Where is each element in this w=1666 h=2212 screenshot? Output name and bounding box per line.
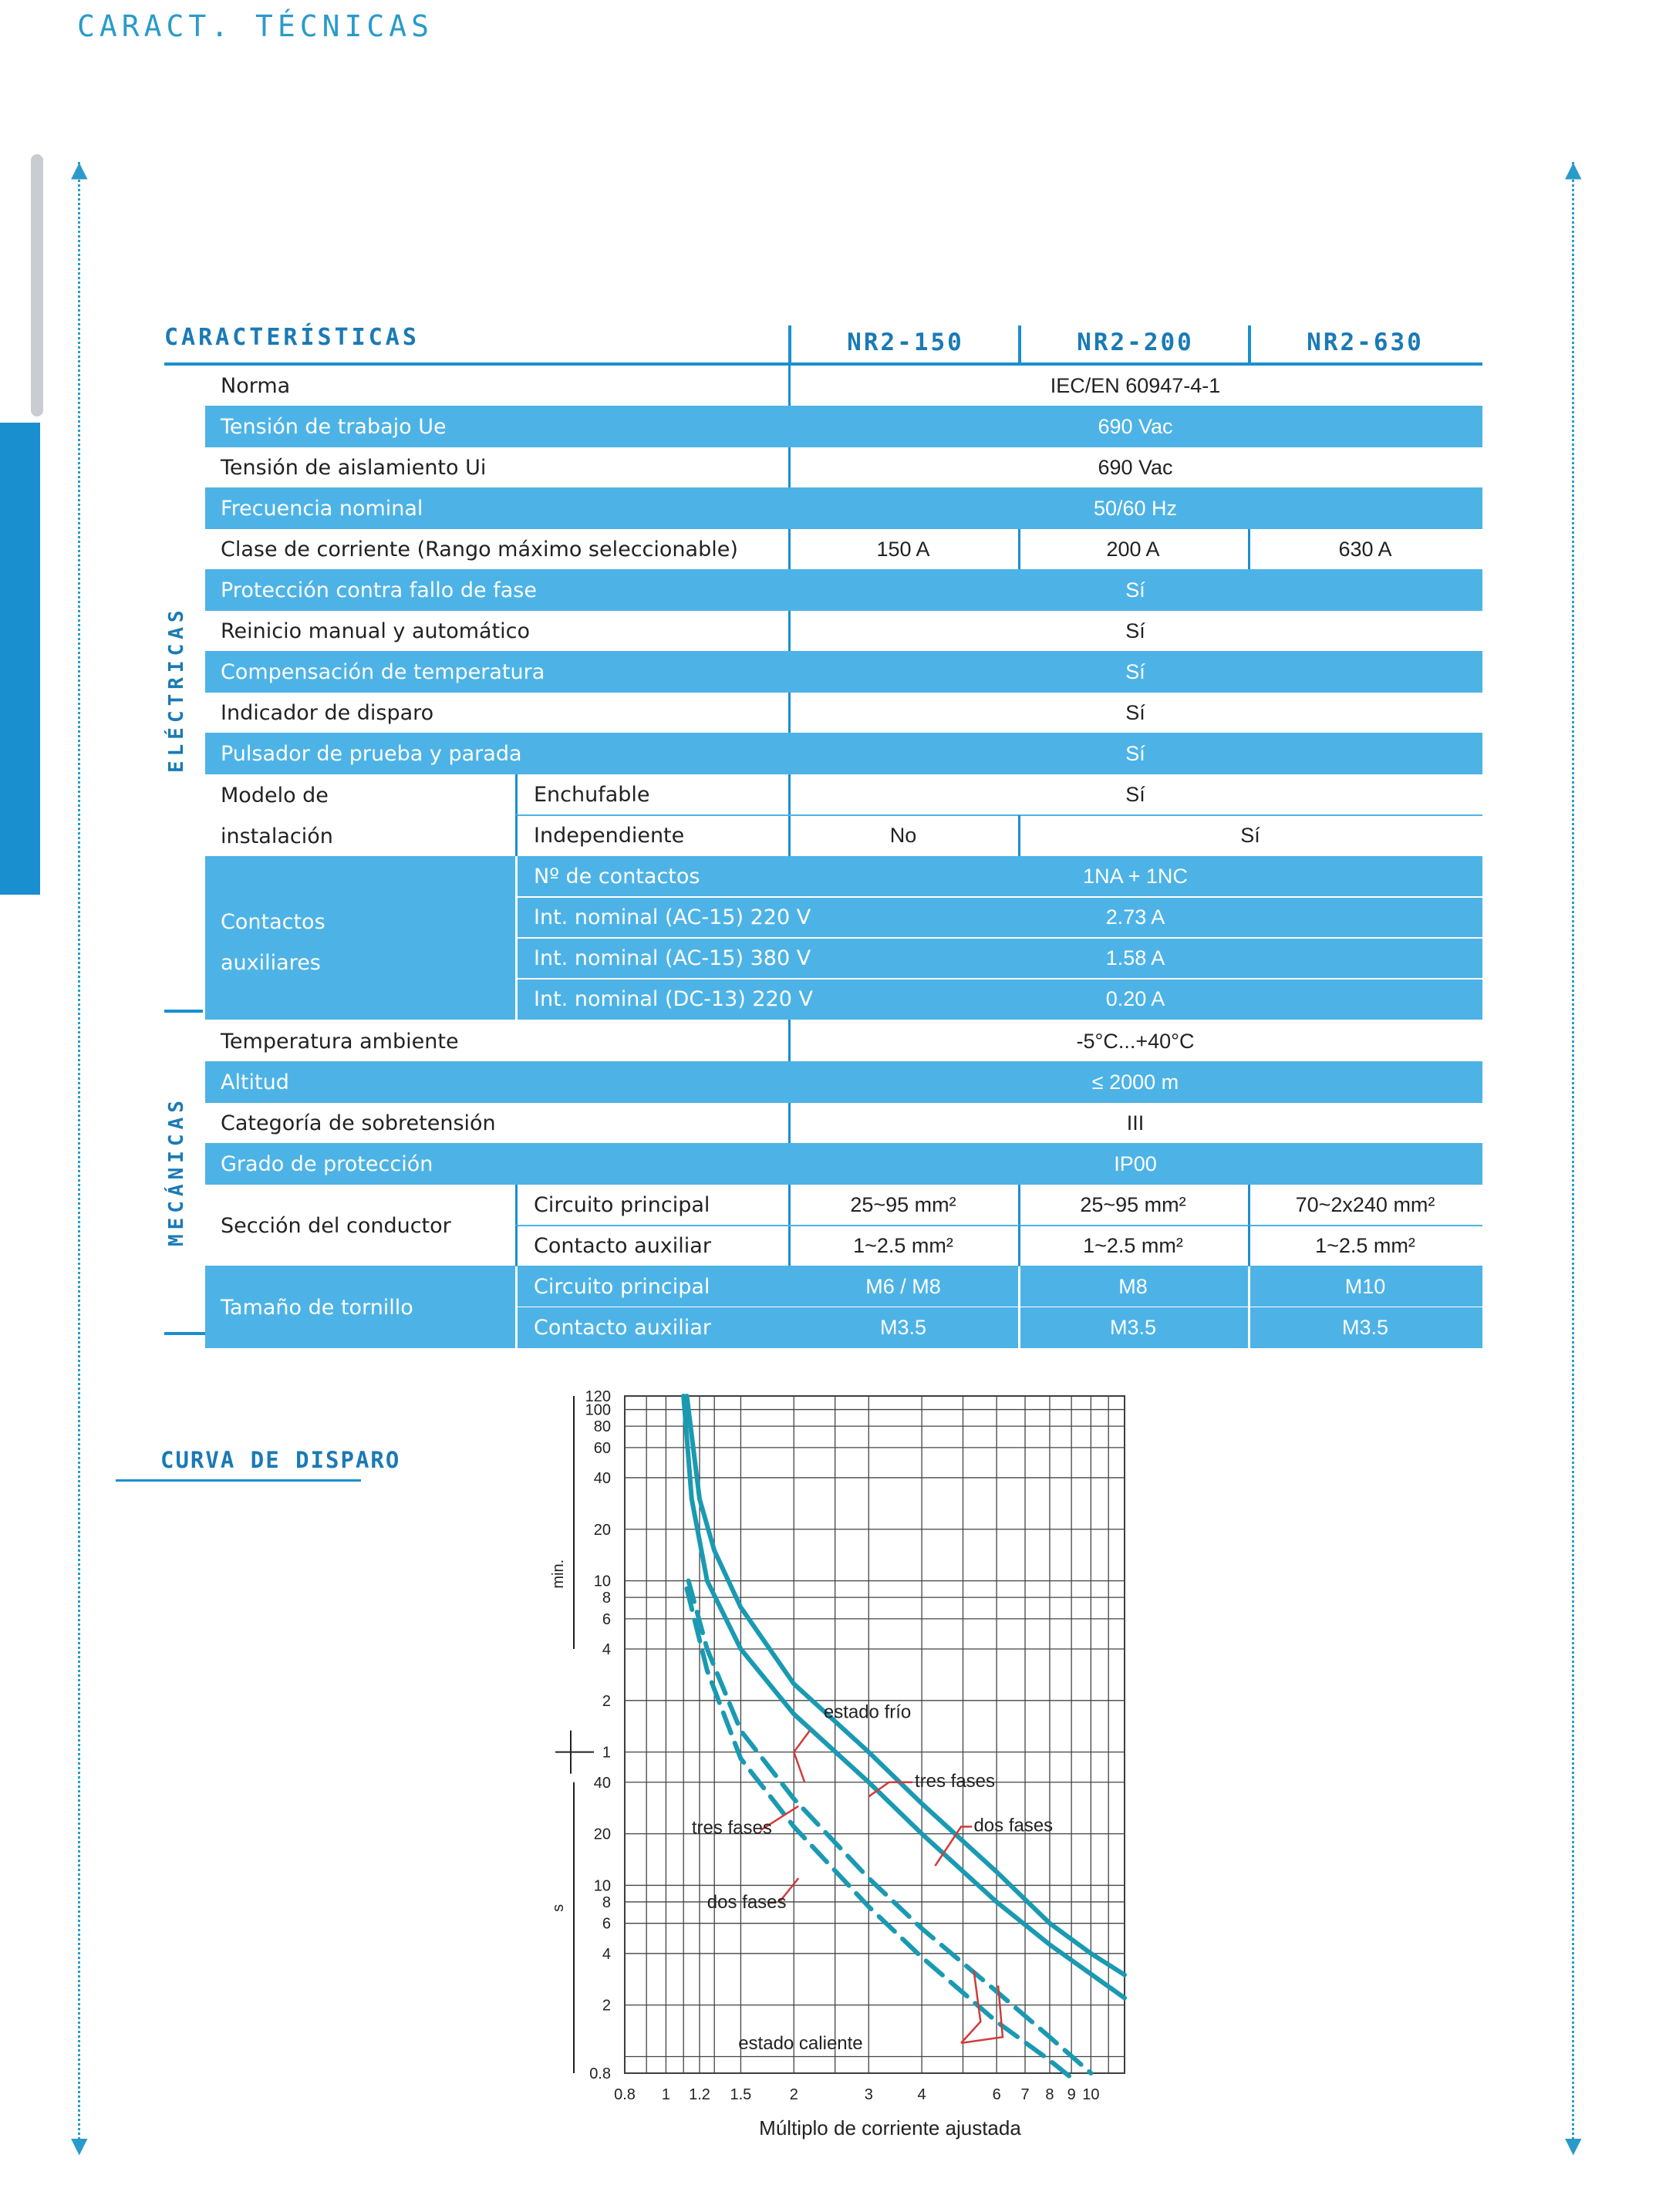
x-tick-label: 10	[1082, 2086, 1100, 2103]
spec-label: Temperatura ambiente	[221, 1030, 459, 1054]
spec-row	[205, 611, 1482, 652]
page-header: CARACT. TÉCNICAS	[77, 9, 434, 43]
model-header-nr2-630: NR2-630	[1307, 329, 1424, 356]
curve-annotation-label: tres fases	[914, 1770, 996, 1792]
spec-value: 690 Vac	[1098, 415, 1173, 438]
aux-contact-label: Int. nominal (AC-15) 380 V	[534, 946, 811, 970]
conductor-value: 25~95 mm²	[850, 1193, 956, 1216]
spec-value: ≤ 2000 m	[1091, 1071, 1179, 1094]
aux-contacts-label: Contactos	[221, 910, 325, 934]
screw-value: M6 / M8	[865, 1275, 941, 1298]
table-title: CARACTERÍSTICAS	[164, 324, 420, 351]
conductor-sub-label: Contacto auxiliar	[534, 1234, 711, 1258]
aux-contact-row	[205, 897, 1482, 938]
section-divider	[164, 1010, 203, 1013]
section-label-electrical: ELÉCTRICAS	[165, 605, 188, 773]
spec-value: 50/60 Hz	[1093, 497, 1178, 520]
section-label-mechanical: MECÁNICAS	[165, 1096, 188, 1246]
curve-title-underline	[116, 1479, 361, 1482]
y-tick-label-minutes: 2	[602, 1692, 611, 1710]
installation-row-plug	[205, 774, 1482, 815]
screw-sub-label: Circuito principal	[534, 1275, 710, 1299]
screw-value: M8	[1118, 1275, 1148, 1298]
header-divider	[1018, 325, 1021, 364]
spec-label: Norma	[221, 374, 291, 398]
x-tick-label: 7	[1020, 2086, 1030, 2103]
y-axis-label-seconds: s	[550, 1903, 567, 1912]
installation-row-standalone	[205, 815, 1482, 856]
aux-contact-value: 1.58 A	[1105, 946, 1165, 969]
annotation-leader	[794, 1731, 810, 1782]
y-tick-label-minutes: 40	[593, 1469, 611, 1487]
spec-value: Sí	[1125, 619, 1145, 642]
conductor-label: Sección del conductor	[221, 1214, 451, 1238]
spec-label: Categoría de sobretensión	[221, 1111, 496, 1135]
cell-divider	[515, 1226, 518, 1266]
y-tick-label-minutes: 8	[602, 1590, 611, 1607]
spec-label: Altitud	[221, 1071, 289, 1094]
spec-row	[205, 406, 1482, 447]
spec-row	[205, 652, 1482, 693]
spec-value: Sí	[1125, 742, 1145, 765]
y-tick-label-minutes: 6	[602, 1610, 611, 1628]
cell-divider	[1018, 1185, 1020, 1226]
spec-value: 150 A	[876, 538, 930, 561]
y-tick-label-minutes: 60	[593, 1439, 611, 1457]
x-tick-label: 8	[1045, 2086, 1054, 2103]
spec-label: Clase de corriente (Rango máximo seleccionable)	[221, 538, 738, 561]
curve-annotation-label: estado frío	[823, 1701, 912, 1723]
spec-row	[205, 1103, 1482, 1144]
conductor-value: 70~2x240 mm²	[1295, 1193, 1435, 1216]
cell-divider	[1248, 1266, 1250, 1307]
x-tick-label: 0.8	[614, 2086, 636, 2103]
cell-divider	[515, 979, 518, 1020]
screw-value: M3.5	[1341, 1316, 1389, 1339]
spec-row	[205, 693, 1482, 733]
spec-row	[205, 529, 1482, 570]
right-up-arrow-icon: ▲	[1565, 157, 1582, 182]
aux-contact-row	[205, 979, 1482, 1020]
left-up-arrow-icon: ▲	[71, 157, 88, 182]
y-tick-label-seconds: 4	[602, 1945, 611, 1963]
y-tick-label-seconds: 6	[602, 1915, 611, 1933]
cell-divider	[1018, 815, 1020, 856]
y-tick-label-seconds: 8	[602, 1893, 611, 1911]
spec-row	[205, 1021, 1482, 1062]
y-tick-label-minutes: 100	[585, 1401, 611, 1419]
curve-annotation-label: dos fases	[707, 1891, 787, 1913]
cell-divider	[515, 815, 518, 856]
x-tick-label: 3	[864, 2086, 873, 2103]
curve-annotation-label: estado caliente	[738, 2032, 863, 2054]
conductor-value: 25~95 mm²	[1080, 1193, 1186, 1216]
screw-value: M3.5	[879, 1316, 927, 1339]
spec-label: Frecuencia nominal	[221, 497, 423, 521]
y-tick-label-minutes: 1	[602, 1744, 611, 1762]
header-divider	[788, 325, 791, 364]
page-tab-blue	[0, 423, 40, 895]
right-guide-line	[1572, 162, 1574, 2148]
spec-value: 690 Vac	[1098, 456, 1173, 479]
cell-divider	[515, 897, 518, 938]
installation-plug-value: Sí	[1125, 783, 1145, 806]
spec-row	[205, 1144, 1482, 1185]
aux-contact-value: 0.20 A	[1105, 987, 1165, 1010]
spec-label: Indicador de disparo	[221, 701, 434, 725]
spec-row	[205, 570, 1482, 611]
spec-row	[205, 1062, 1482, 1103]
aux-contact-label: Int. nominal (DC-13) 220 V	[534, 987, 813, 1011]
cell-divider	[515, 1185, 518, 1226]
conductor-sub-label: Circuito principal	[534, 1193, 710, 1217]
screw-value: M3.5	[1109, 1316, 1157, 1339]
spec-value: -5°C...+40°C	[1076, 1030, 1195, 1053]
spec-value: Sí	[1125, 660, 1145, 683]
page-tab-grey	[31, 154, 43, 416]
x-axis-label: Múltiplo de corriente ajustada	[759, 2116, 1021, 2140]
spec-label: Compensación de temperatura	[221, 660, 545, 684]
y-tick-label-seconds: 0.8	[589, 2065, 611, 2082]
y-tick-label-seconds: 2	[602, 1997, 611, 2015]
spec-value: 200 A	[1106, 538, 1160, 561]
cell-divider	[515, 774, 518, 815]
cell-divider	[1018, 1266, 1020, 1307]
cell-divider	[1018, 529, 1020, 570]
curve-annotation-label: dos fases	[973, 1815, 1054, 1836]
y-tick-label-minutes: 20	[593, 1521, 611, 1539]
x-tick-label: 9	[1067, 2086, 1076, 2103]
model-header-nr2-150: NR2-150	[847, 329, 964, 356]
aux-contacts-label: auxiliares	[221, 951, 321, 975]
spec-value: Sí	[1125, 578, 1145, 602]
x-tick-label: 2	[789, 2086, 798, 2103]
conductor-value: 1~2.5 mm²	[853, 1234, 953, 1257]
spec-value: Sí	[1125, 701, 1145, 724]
conductor-value: 1~2.5 mm²	[1083, 1234, 1183, 1257]
installation-standalone-label: Independiente	[534, 824, 685, 848]
spec-value: 630 A	[1338, 538, 1392, 561]
cell-divider	[1248, 1307, 1250, 1348]
installation-label: Modelo de	[221, 784, 329, 808]
x-tick-label: 6	[992, 2086, 1001, 2103]
curve-annotation-label: tres fases	[691, 1817, 772, 1839]
cell-divider	[1248, 1185, 1250, 1226]
cell-divider	[1018, 1226, 1020, 1266]
spec-value: IEC/EN 60947-4-1	[1050, 374, 1221, 397]
installation-standalone-value: Sí	[1240, 824, 1260, 847]
y-tick-label-minutes: 4	[602, 1640, 611, 1658]
aux-contact-label: Nº de contactos	[534, 865, 700, 889]
curve-section-title: CURVA DE DISPARO	[160, 1447, 401, 1473]
conductor-value: 1~2.5 mm²	[1315, 1234, 1415, 1257]
annotation-leader	[961, 1970, 980, 2043]
aux-contact-label: Int. nominal (AC-15) 220 V	[534, 905, 811, 929]
spec-value: III	[1126, 1111, 1145, 1135]
spec-label: Tensión de aislamiento Ui	[221, 456, 487, 480]
installation-plug-label: Enchufable	[534, 783, 650, 807]
x-tick-label: 1.2	[689, 2086, 710, 2103]
aux-contact-row	[205, 856, 1482, 897]
cell-divider	[515, 938, 518, 979]
spec-label: Grado de protección	[221, 1152, 433, 1176]
model-header-nr2-200: NR2-200	[1077, 329, 1194, 356]
spec-row	[205, 447, 1482, 488]
cell-divider	[1248, 1226, 1250, 1266]
trip-curve-chart	[540, 1373, 1157, 2160]
x-tick-label: 1.5	[730, 2086, 752, 2103]
left-guide-line	[78, 162, 80, 2148]
y-axis-label-minutes: min.	[550, 1559, 567, 1589]
x-tick-label: 1	[661, 2086, 670, 2103]
spec-label: Protección contra fallo de fase	[221, 578, 537, 602]
y-tick-label-minutes: 80	[593, 1418, 611, 1436]
screw-value: M10	[1344, 1275, 1386, 1298]
installation-label: instalación	[221, 824, 333, 848]
aux-contact-value: 2.73 A	[1105, 905, 1165, 929]
cell-divider	[515, 1266, 518, 1307]
trip-curve-series-1	[687, 1396, 1125, 1975]
installation-standalone-value: No	[889, 824, 917, 847]
cell-divider	[515, 1307, 518, 1348]
spec-label: Pulsador de prueba y parada	[221, 742, 522, 766]
y-tick-label-seconds: 10	[593, 1877, 611, 1895]
spec-label: Tensión de trabajo Ue	[221, 415, 447, 439]
screw-label: Tamaño de tornillo	[221, 1296, 413, 1320]
spec-value: IP00	[1114, 1152, 1157, 1175]
x-tick-label: 4	[917, 2086, 926, 2103]
y-tick-label-minutes: 120	[585, 1388, 611, 1405]
aux-contact-value: 1NA + 1NC	[1083, 865, 1188, 888]
cell-divider	[1248, 529, 1250, 570]
screw-sub-label: Contacto auxiliar	[534, 1316, 711, 1340]
y-tick-label-seconds: 20	[593, 1826, 611, 1843]
spec-label: Reinicio manual y automático	[221, 619, 531, 643]
left-down-arrow-icon: ▼	[71, 2133, 88, 2158]
right-down-arrow-icon: ▼	[1565, 2133, 1582, 2158]
spec-row	[205, 488, 1482, 529]
aux-contact-row	[205, 938, 1482, 979]
y-tick-label-minutes: 10	[593, 1573, 611, 1590]
y-tick-label-seconds: 40	[593, 1774, 611, 1792]
spec-row	[205, 733, 1482, 774]
cell-divider	[515, 856, 518, 897]
spec-row	[205, 366, 1482, 406]
cell-divider	[1018, 1307, 1020, 1348]
header-divider	[1248, 325, 1251, 364]
